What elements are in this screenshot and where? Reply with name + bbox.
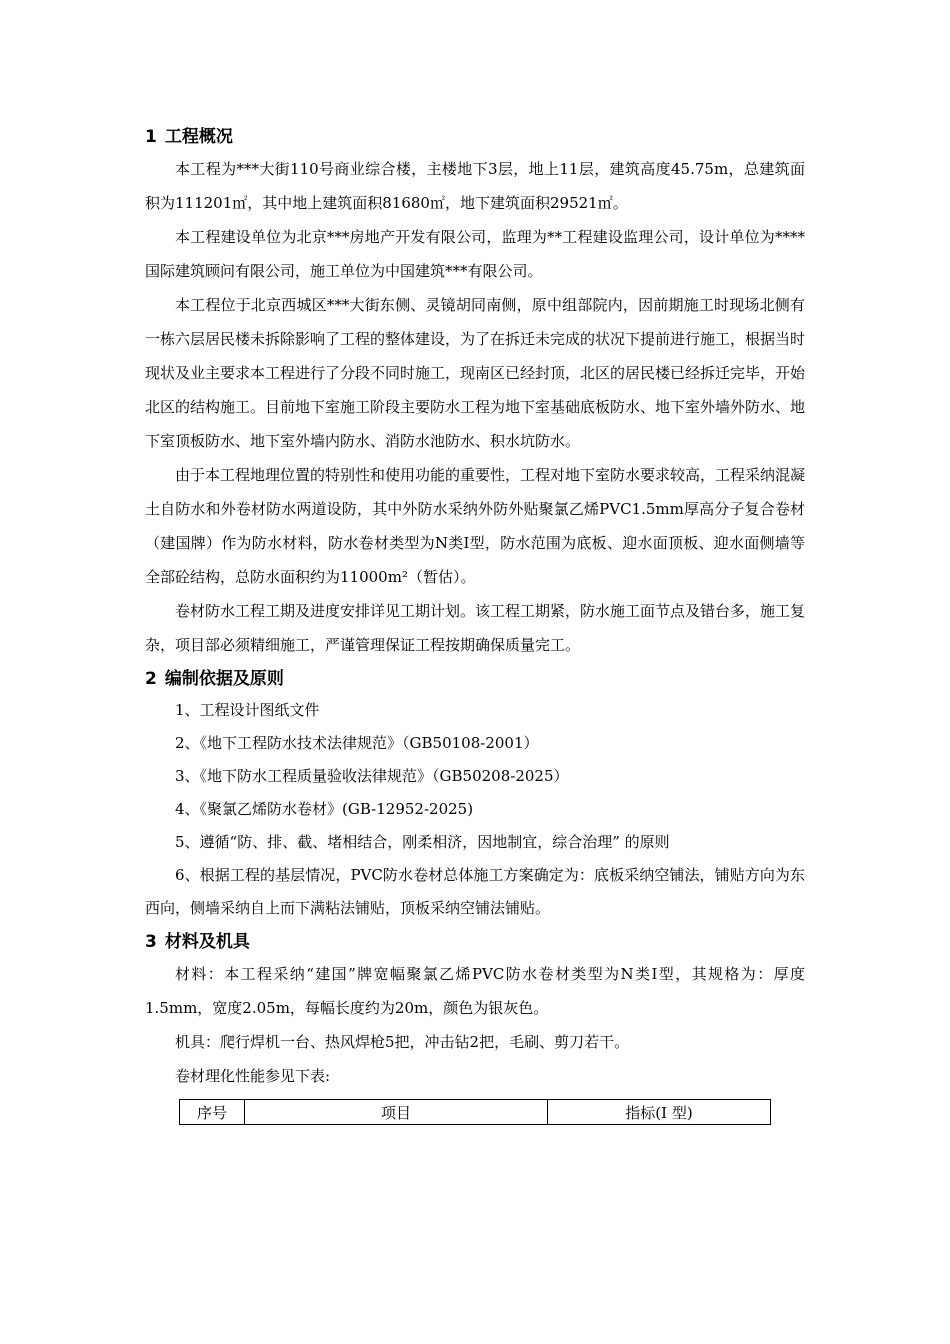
section-number: 3	[145, 932, 157, 952]
table-header-cell: 序号	[180, 1100, 245, 1125]
paragraph: 机具：爬行焊机一台、热风焊枪5把，冲击钻2把，毛刷、剪刀若干。	[175, 1033, 630, 1051]
section-heading-1	[145, 122, 805, 152]
table-header-cell: 项目	[245, 1100, 548, 1125]
material-properties-table	[179, 1099, 771, 1125]
paragraph: 卷材防水工程工期及进度安排详见工期计划。该工程工期紧，防水施工面节点及错台多，施工复杂，项目部必须精细施工，严谨管理保证工程按期确保质量完工。	[145, 602, 806, 654]
section-heading-2	[145, 664, 805, 694]
paragraph: 本工程建设单位为北京***房地产开发有限公司，监理为**工程建设监理公司，设计单位为****国际建筑顾问有限公司，施工单位为中国建筑***有限公司。	[145, 228, 805, 280]
paragraph: 材料：本工程采纳“建国”牌宽幅聚氯乙烯PVC防水卷材类型为N类Ⅰ型，其规格为：厚度1.5mm，宽度2.05m，每幅长度约为20m，颜色为银灰色。	[145, 965, 805, 1017]
section-number: 2	[145, 669, 157, 689]
paragraph: 本工程为***大街110号商业综合楼，主楼地下3层，地上11层，建筑高度45.75m，总建筑面积为111201㎡，其中地上建筑面积81680㎡，地下建筑面积29521㎡。	[145, 160, 805, 212]
paragraph: 本工程位于北京西城区***大街东侧、灵镜胡同南侧，原中组部院内，因前期施工时现场北侧有一栋六层居民楼未拆除影响了工程的整体建设，为了在拆迁未完成的状况下提前进行施工，根据当时现状及业主要求本工程进行了分段不同时施工，现南区已经封顶，北区的居民楼已经拆迁完毕，开始北区的结构施工。目前地下室施工阶段主要防水工程为地下室基础底板防水、地下室外墙外防水、地下室顶板防水、地下室外墙内防水、消防水池防水、积水坑防水。	[145, 296, 806, 450]
list-item: 3、《地下防水工程质量验收法律规范》（GB50208-2025）	[175, 767, 569, 785]
section-title: 材料及机具	[164, 932, 250, 952]
table-header-cell: 指标(Ⅰ 型)	[548, 1100, 771, 1125]
section-title: 编制依据及原则	[164, 669, 284, 689]
section-heading-3	[145, 927, 805, 957]
list-item: 6、根据工程的基层情况，PVC防水卷材总体施工方案确定为：底板采纳空铺法，铺贴方向为东西向，侧墙采纳自上而下满粘法铺贴，顶板采纳空铺法铺贴。	[145, 866, 805, 917]
paragraph: 由于本工程地理位置的特别性和使用功能的重要性，工程对地下室防水要求较高，工程采纳混凝土自防水和外卷材防水两道设防，其中外防水采纳外防外贴聚氯乙烯PVC1.5mm厚高分子复合卷材（建国牌）作为防水材料，防水卷材类型为N类Ⅰ型，防水范围为底板、迎水面顶板、迎水面侧墙等全部砼结构，总防水面积约为11000m²（暂估）。	[145, 466, 806, 586]
list-item: 5、遵循“防、排、截、堵相结合，刚柔相济，因地制宜，综合治理” 的原则	[175, 833, 670, 851]
table-header-row	[180, 1100, 771, 1125]
section-number: 1	[145, 127, 157, 147]
list-item: 4、《聚氯乙烯防水卷材》(GB-12952-2025)	[175, 800, 474, 818]
paragraph: 卷材理化性能参见下表:	[175, 1067, 331, 1085]
list-item: 1、工程设计图纸文件	[175, 701, 320, 719]
list-item: 2、《地下工程防水技术法律规范》（GB50108-2001）	[175, 734, 539, 752]
section-title: 工程概况	[164, 127, 233, 147]
document-page	[145, 118, 805, 1125]
